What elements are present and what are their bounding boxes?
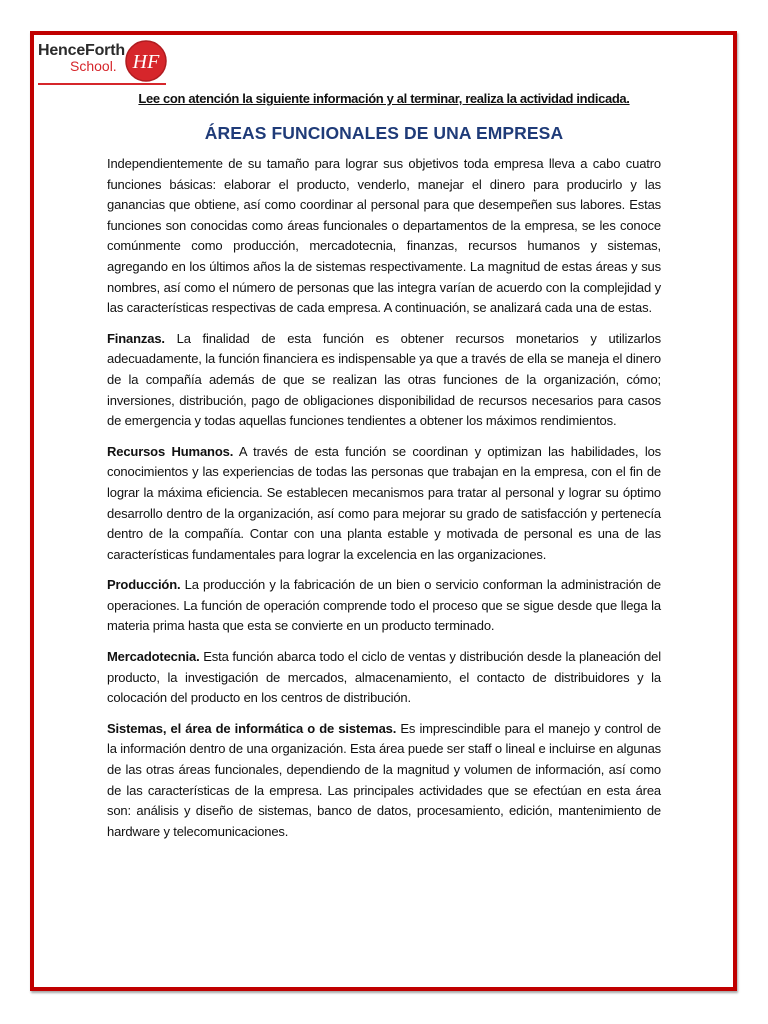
logo-underline: [38, 83, 166, 85]
section-produccion: [107, 575, 661, 637]
section-body: A través de esta función se coordinan y optimizan las habilidades, los conocimientos y las experiencias de todas las personas que trabajan en la empresa, con el fin de lograr la máxima eficiencia. Se establecen mecanismos para tratar al personal y lograr su óptimo desarrollo dentro de la organización, así como para mejorar su grado de satisfacción y pertenecía dentro de la compañía. Contar con una planta estable y motivada de personal es una de las características fundamentales para lograr la excelencia en las organizaciones.: [107, 443, 661, 562]
section-body: Esta función abarca todo el ciclo de ventas y distribución desde la planeación del producto, la investigación de mercados, almacenamiento, el contacto de distribuidores y la colocación del producto en los centros de distribución.: [107, 649, 661, 706]
section-body: Es imprescindible para el manejo y control de la información dentro de una organización. Esta área puede ser staff o lineal e incluirse en algunas de las otras áreas funcionales, dependiendo de la magnitud y volumen de información, así como de las características de la empresa. Las principales actividades que se efectúan en esta área son: análisis y diseño de sistemas, banco de datos, procesamiento, edición, mantenimiento de hardware y telecomunicaciones.: [107, 720, 661, 839]
logo-wordmark: [38, 43, 125, 73]
section-mercadotecnia: [107, 647, 661, 709]
document-body: [107, 90, 661, 852]
section-heading: Producción.: [107, 577, 181, 593]
section-sistemas: [107, 719, 661, 843]
section-heading: Mercadotecnia.: [107, 649, 200, 665]
instruction-text: Lee con atención la siguiente información y al terminar, realiza la actividad indicada.: [138, 91, 630, 106]
logo-line1: HenceForth: [38, 42, 125, 59]
section-body: La producción y la fabricación de un bien o servicio conforman la administración de operaciones. La función de operación comprende todo el proceso que se sigue desde que llega la materia prima hasta que esta se convierte en un producto terminado.: [107, 577, 661, 634]
section-heading: Finanzas.: [107, 330, 165, 346]
section-heading: Sistemas, el área de informática o de sistemas.: [107, 720, 397, 736]
logo-monogram-text: HF: [132, 51, 160, 73]
logo-line2: School.: [70, 58, 117, 74]
section-body: La finalidad de esta función es obtener recursos monetarios y utilizarlos adecuadamente, la función financiera es indispensable ya que a través de ella se maneja el dinero de la compañía además de que se realizan las otras funciones de la organización, cómo; inversiones, distribución, pago de obligaciones disponibilidad de recursos necesarios para casos de emergencia y todas aquellas funciones tendientes a obtener los máximos rendimientos.: [107, 330, 661, 429]
section-heading: Recursos Humanos.: [107, 443, 234, 459]
intro-paragraph: Independientemente de su tamaño para lograr sus objetivos toda empresa lleva a cabo cuatro funciones básicas: elaborar el producto, venderlo, manejar el dinero para producirlo y las ganancias que obtiene, así como coordinar al personal para que desempeñen sus labores. Estas funciones son conocidas como áreas funcionales o departamentos de la empresa, se les conoce comúnmente como producción, mercadotecnia, finanzas, recursos humanos y sistemas, agregando en los últimos años la de sistemas respectivamente. La magnitud de estas áreas y sus nombres, así como el número de personas que las integra varían de acuerdo con la complejidad y las características respectivas de cada empresa. A continuación, se analizará cada una de estas.: [107, 156, 661, 316]
school-logo: [38, 39, 170, 87]
section-finanzas: [107, 329, 661, 432]
document-title: ÁREAS FUNCIONALES DE UNA EMPRESA: [204, 123, 564, 143]
hf-monogram-icon: [124, 39, 168, 83]
section-recursos-humanos: [107, 442, 661, 566]
